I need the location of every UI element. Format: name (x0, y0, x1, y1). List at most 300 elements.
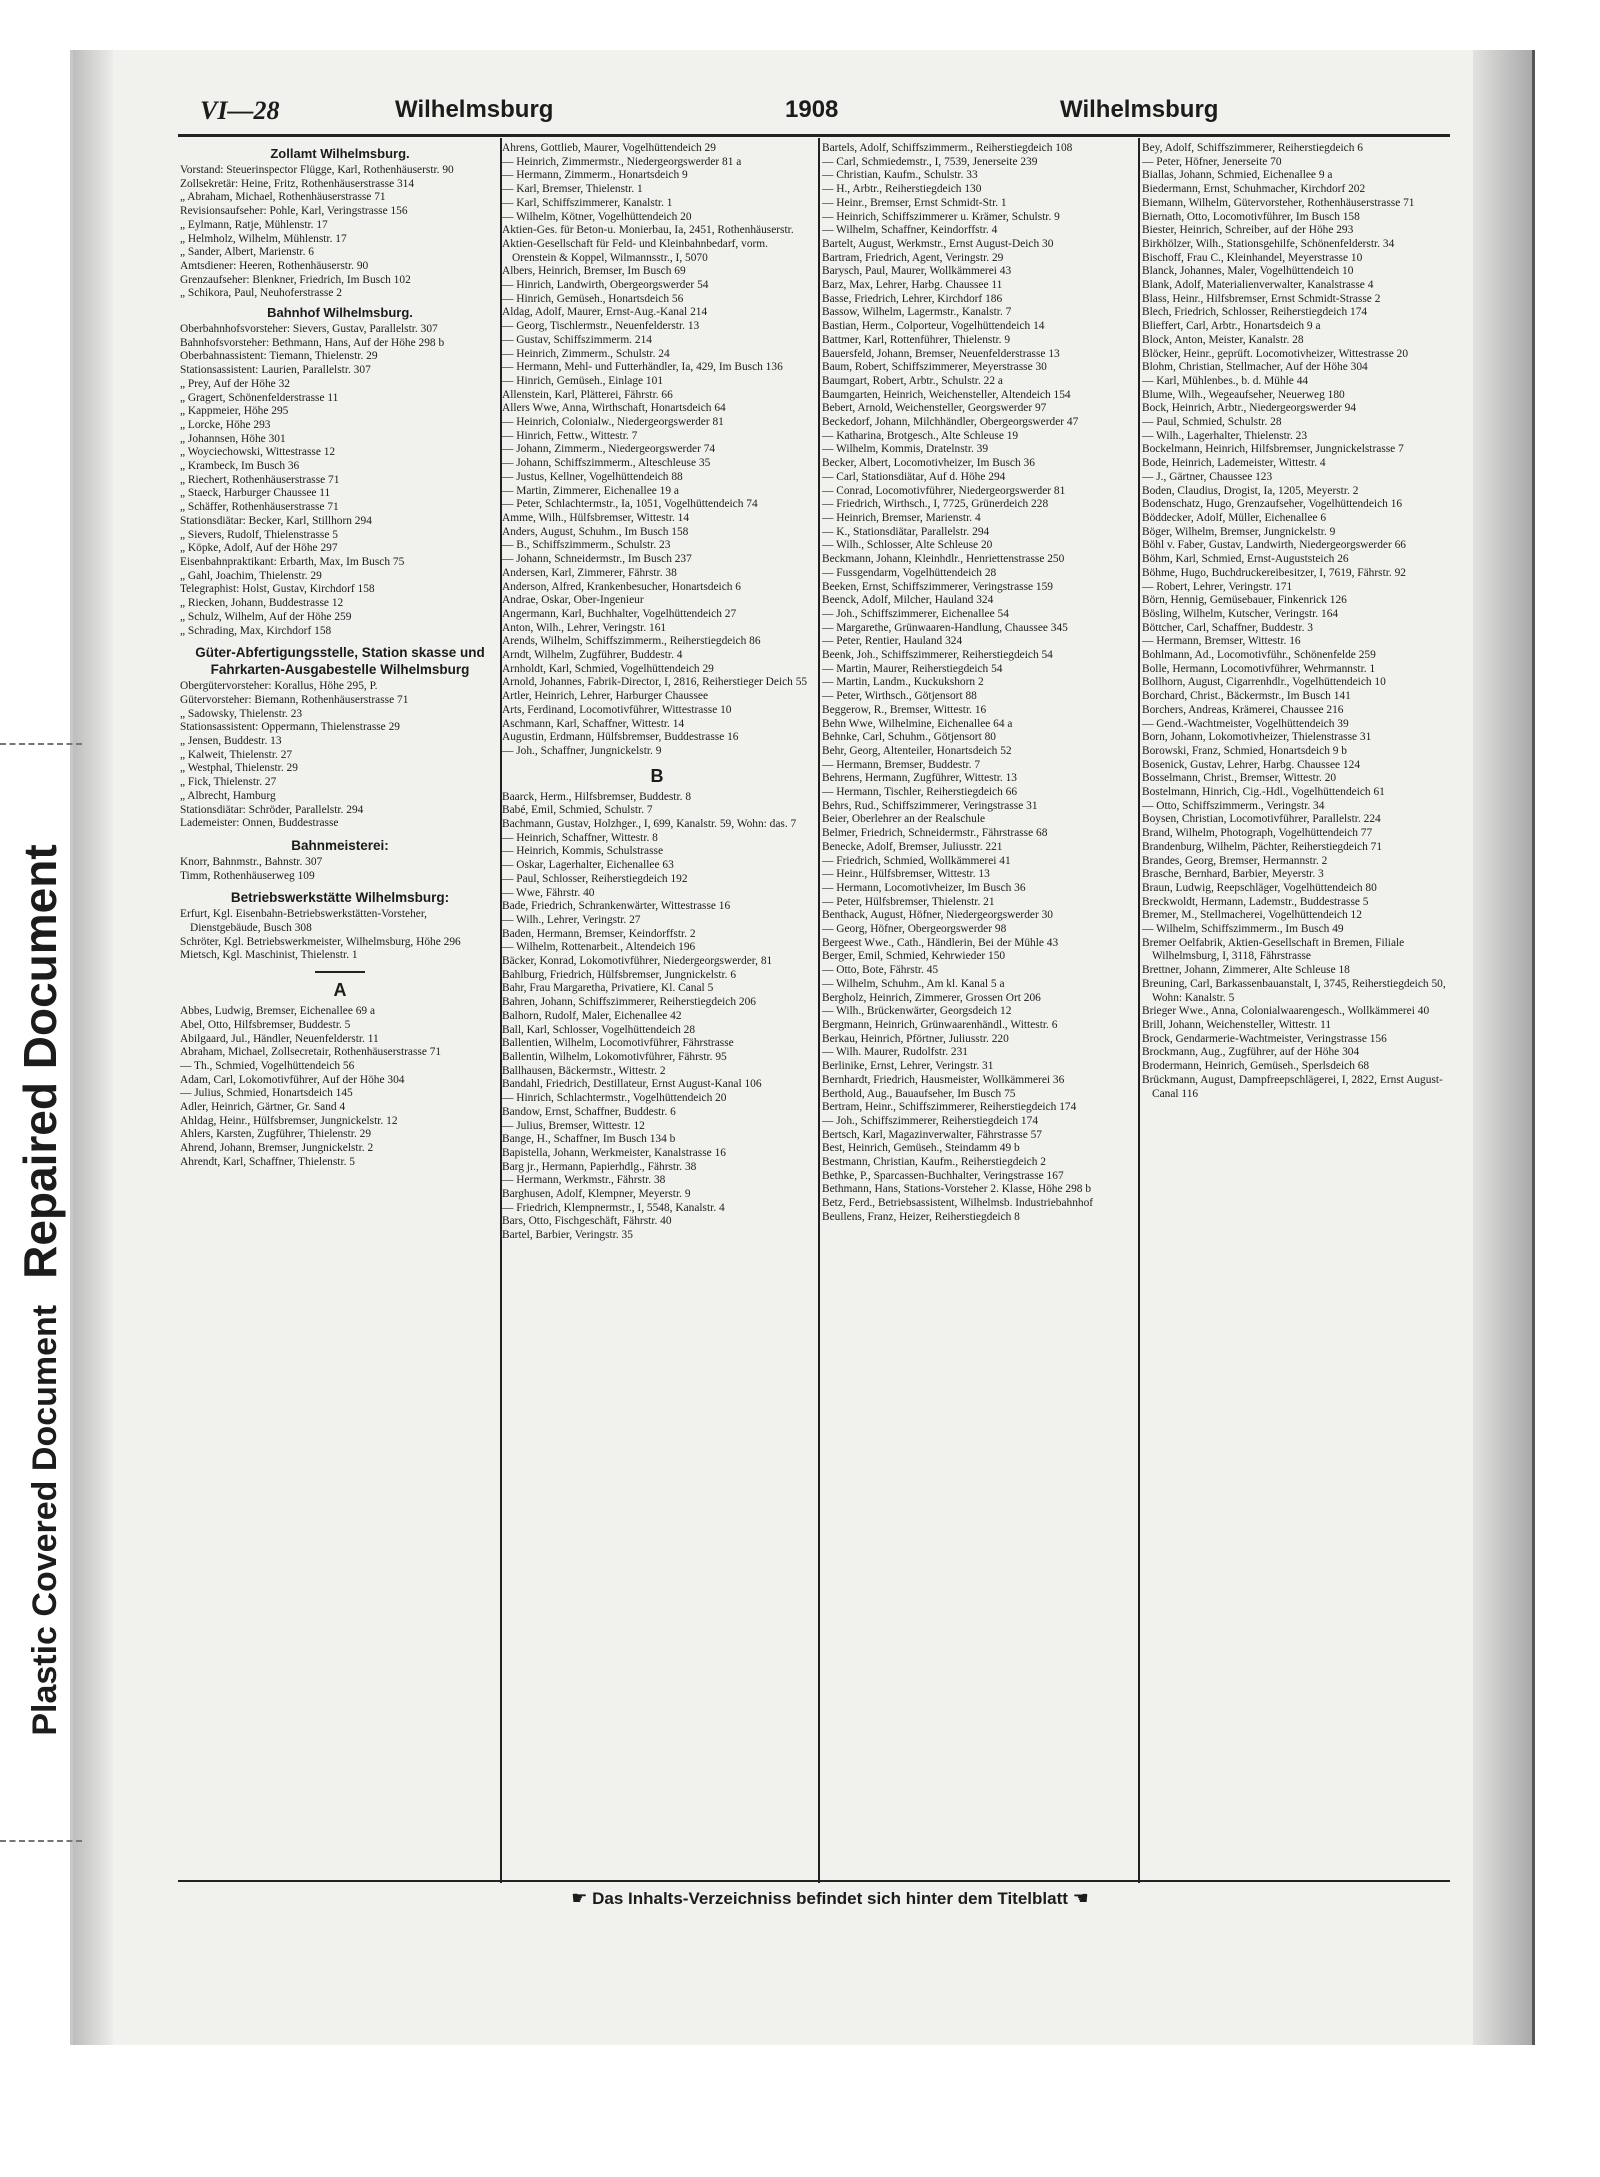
directory-entry: „ Staeck, Harburger Chaussee 11 (180, 487, 331, 500)
directory-entry: — Peter, Rentier, Hauland 324 (822, 635, 963, 648)
directory-entry: Ballentien, Wilhelm, Locomotivführer, Fährstrasse (502, 1037, 734, 1050)
directory-entry: — H., Arbtr., Reiherstiegdeich 130 (822, 183, 982, 196)
directory-entry: Blieffert, Carl, Arbtr., Honartsdeich 9 a (1142, 320, 1321, 333)
directory-entry: — Joh., Schaffner, Jungnickelstr. 9 (502, 744, 662, 757)
directory-entry: — Fussgendarm, Vogelhüttendeich 28 (822, 566, 997, 579)
pointing-hand-left-icon: ☚ (1072, 1888, 1089, 1908)
directory-entry: Brasche, Bernhard, Barbier, Meyerstr. 3 (1142, 868, 1324, 881)
directory-entry: Brandenburg, Wilhelm, Pächter, Reiherstiegdeich 71 (1142, 840, 1383, 853)
directory-entry: Böhl v. Faber, Gustav, Landwirth, Niedergeorgswerder 66 (1142, 539, 1406, 552)
directory-entry: „ Köpke, Adolf, Auf der Höhe 297 (180, 542, 338, 555)
directory-entry: — Christian, Kaufm., Schulstr. 33 (822, 169, 978, 182)
directory-entry: Baumgart, Robert, Arbtr., Schulstr. 22 a (822, 374, 1003, 387)
directory-entry: Biester, Heinrich, Schreiber, auf der Höhe 293 (1142, 224, 1354, 237)
directory-entry: Abraham, Michael, Zollsecretair, Rothenhäuserstrasse 71 (180, 1046, 442, 1059)
directory-entry: „ Woyciechowski, Wittestrasse 12 (180, 446, 336, 459)
directory-column-3 (822, 142, 1134, 1882)
directory-entry: Arndt, Wilhelm, Zugführer, Buddestr. 4 (502, 649, 683, 662)
directory-entry: Adam, Carl, Lokomotivführer, Auf der Höhe 304 (180, 1073, 405, 1086)
directory-entry: — Hermann, Mehl- und Futterhändler, Ia, 429, Im Busch 136 (502, 361, 783, 374)
directory-entry: — Th., Schmied, Vogelhüttendeich 56 (180, 1059, 355, 1072)
directory-entry: Erfurt, Kgl. Eisenbahn-Betriebswerkstätten-Vorsteher, Dienstgebäude, Busch 308 (180, 908, 428, 935)
directory-entry: Behrs, Rud., Schiffszimmerer, Veringstrasse 31 (822, 799, 1038, 812)
footer-text: Das Inhalts-Verzeichniss befindet sich hinter dem Titelblatt (592, 1889, 1068, 1908)
directory-entry: Obergütervorsteher: Korallus, Höhe 295, P. (180, 680, 378, 693)
directory-entry: Bade, Friedrich, Schrankenwärter, Wittestrasse 16 (502, 900, 731, 913)
directory-entry: Bethke, P., Sparcassen-Buchhalter, Veringstrasse 167 (822, 1169, 1064, 1182)
directory-entry: „ Abraham, Michael, Rothenhäuserstrasse 71 (180, 191, 386, 204)
directory-entry: — Hinrich, Gemüseh., Honartsdeich 56 (502, 292, 684, 305)
directory-entry: — Peter, Hülfsbremser, Thielenstr. 21 (822, 895, 995, 908)
directory-entry: Ahrend, Johann, Bremser, Jungnickelstr. 2 (180, 1142, 374, 1155)
directory-entry: Abel, Otto, Hilfsbremser, Buddestr. 5 (180, 1018, 351, 1031)
directory-entry: Schröter, Kgl. Betriebswerkmeister, Wilhelmsburg, Höhe 296 (180, 935, 461, 948)
directory-entry: Revisionsaufseher: Pohle, Karl, Veringstrasse 156 (180, 205, 408, 218)
directory-entry: Barghusen, Adolf, Klempner, Meyerstr. 9 (502, 1188, 691, 1201)
column-divider-3 (1138, 138, 1140, 1883)
directory-entry: Aschmann, Karl, Schaffner, Wittestr. 14 (502, 717, 685, 730)
directory-entry: — Wilhelm, Kötner, Vogelhüttendeich 20 (502, 210, 692, 223)
directory-entry: „ Eylmann, Ratje, Mühlenstr. 17 (180, 218, 328, 231)
directory-entry: Bosenick, Gustav, Lehrer, Harbg. Chaussee 124 (1142, 758, 1361, 771)
directory-entry: Böhme, Hugo, Buchdruckereibesitzer, I, 7619, Fährstr. 92 (1142, 566, 1407, 579)
directory-entry: Best, Heinrich, Gemüseh., Steindamm 49 b (822, 1142, 1020, 1155)
directory-entry: Anton, Wilh., Lehrer, Veringstr. 161 (502, 621, 667, 634)
directory-entry: Brock, Gendarmerie-Wachtmeister, Veringstrasse 156 (1142, 1032, 1387, 1045)
directory-entry: Blanck, Johannes, Maler, Vogelhüttendeich 10 (1142, 265, 1354, 278)
directory-entry: „ Albrecht, Hamburg (180, 789, 276, 802)
directory-entry: — Hermann, Zimmerm., Honartsdeich 9 (502, 169, 688, 182)
directory-entry: Bandahl, Friedrich, Destillateur, Ernst August-Kanal 106 (502, 1078, 762, 1091)
directory-entry: — Karl, Bremser, Thielenstr. 1 (502, 183, 643, 196)
directory-entry: — Wilh., Lehrer, Veringstr. 27 (502, 913, 641, 926)
directory-entry: Eisenbahnpraktikant: Erbarth, Max, Im Busch 75 (180, 555, 405, 568)
directory-entry: Bebert, Arnold, Weichensteller, Georgswerder 97 (822, 402, 1047, 415)
directory-entry: — Julius, Schmied, Honartsdeich 145 (180, 1087, 353, 1100)
directory-entry: Amme, Wilh., Hülfsbremser, Wittestr. 14 (502, 511, 690, 524)
directory-entry: Brill, Johann, Weichensteller, Wittestr. 11 (1142, 1019, 1332, 1031)
directory-entry: Ahrendt, Karl, Schaffner, Thielenstr. 5 (180, 1155, 355, 1168)
directory-entry: Blass, Heinr., Hilfsbremser, Ernst Schmidt-Strasse 2 (1142, 292, 1381, 305)
directory-entry: Aktien-Gesellschaft für Feld- und Kleinbahnbedarf, vorm. Orenstein & Koppel, Wilmannsstr., I, 5070 (502, 237, 769, 264)
directory-entry: „ Westphal, Thielenstr. 29 (180, 762, 298, 775)
directory-entry: Boysen, Christian, Locomotivführer, Parallelstr. 224 (1142, 813, 1381, 826)
directory-entry: Andrae, Oskar, Ober-Ingenieur (502, 594, 644, 607)
directory-entry: Angermann, Karl, Buchhalter, Vogelhüttendeich 27 (502, 607, 737, 620)
directory-entry: Brodermann, Heinrich, Gemüseh., Sperlsdeich 68 (1142, 1060, 1370, 1073)
directory-entry: — Hermann, Bremser, Wittestr. 16 (1142, 635, 1301, 648)
directory-entry: „ Gahl, Joachim, Thielenstr. 29 (180, 569, 322, 582)
directory-entry: Gütervorsteher: Biemann, Rothenhäuserstrasse 71 (180, 693, 409, 706)
directory-entry: Berkau, Heinrich, Pförtner, Juliusstr. 220 (822, 1032, 1009, 1045)
directory-entry: Bernhardt, Friedrich, Hausmeister, Wollkämmerei 36 (822, 1073, 1065, 1086)
directory-entry: Bremer, M., Stellmacherei, Vogelhüttendeich 12 (1142, 909, 1362, 922)
directory-entry: — Oskar, Lagerhalter, Eichenallee 63 (502, 859, 674, 872)
directory-entry: Babé, Emil, Schmied, Schulstr. 7 (502, 804, 653, 817)
page-shadow-right (1473, 50, 1533, 2045)
directory-entry: „ Kalweit, Thielenstr. 27 (180, 748, 293, 761)
directory-entry: — Wilh., Brückenwärter, Georgsdeich 12 (822, 1005, 1012, 1018)
directory-entry: — Otto, Bote, Fährstr. 45 (822, 964, 939, 977)
header-year: 1908 (785, 96, 839, 123)
directory-entry: Beenck, Adolf, Milcher, Hauland 324 (822, 594, 994, 607)
directory-entry: Beullens, Franz, Heizer, Reiherstiegdeich 8 (822, 1210, 1020, 1223)
directory-entry: Bartels, Adolf, Schiffszimmerm., Reiherstiegdeich 108 (822, 142, 1073, 154)
directory-entry: — Carl, Stationsdiätar, Auf d. Höhe 294 (822, 470, 1006, 483)
directory-entry: — Wilhelm, Schaffner, Keindorffstr. 4 (822, 224, 998, 237)
directory-entry: — Friedrich, Klempnermstr., I, 5548, Kanalstr. 4 (502, 1201, 725, 1214)
directory-entry: — Hermann, Locomotivheizer, Im Busch 36 (822, 881, 1026, 894)
plastic-covered-label: Plastic Covered Document (26, 1304, 64, 1736)
directory-entry: — Justus, Kellner, Vogelhüttendeich 88 (502, 470, 683, 483)
directory-entry: — Joh., Schiffszimmerer, Eichenallee 54 (822, 607, 1009, 620)
letter-heading: A (333, 980, 347, 1001)
directory-entry: — J., Gärtner, Chaussee 123 (1142, 470, 1273, 483)
directory-entry: Bösling, Wilhelm, Kutscher, Veringstr. 164 (1142, 607, 1339, 620)
directory-entry: Biernath, Otto, Locomotivführer, Im Busch 158 (1142, 210, 1360, 223)
cut-line-bottom (0, 1840, 82, 1842)
directory-entry: „ Sievers, Rudolf, Thielenstrasse 5 (180, 528, 338, 541)
directory-entry: Stationsdiätar: Schröder, Parallelstr. 294 (180, 803, 364, 816)
section-heading: Betriebswerkstätte Wilhelmsburg: (230, 890, 450, 906)
directory-entry: Bäcker, Konrad, Lokomotivführer, Niedergeorgswerder, 81 (502, 955, 773, 968)
directory-entry: Bahren, Johann, Schiffszimmerer, Reiherstiegdeich 206 (502, 996, 756, 1009)
directory-entry: — Peter, Höfner, Jenerseite 70 (1142, 155, 1282, 168)
directory-entry: — Karl, Schiffszimmerer, Kanalstr. 1 (502, 196, 673, 209)
directory-entry: — Heinr., Bremser, Ernst Schmidt-Str. 1 (822, 196, 1007, 209)
directory-entry: „ Schikora, Paul, Neuhoferstrasse 2 (180, 287, 342, 300)
directory-entry: Blöcker, Heinr., geprüft. Locomotivheizer, Wittestrasse 20 (1142, 347, 1409, 360)
directory-entry: — Paul, Schmied, Schulstr. 28 (1142, 416, 1282, 429)
page-number: VI—28 (200, 96, 280, 125)
directory-entry: — Wilhelm, Kommis, Dratelnstr. 39 (822, 443, 989, 456)
section-heading: Bahnmeisterei: (291, 837, 389, 853)
directory-entry: Bahr, Frau Margaretha, Privatiere, Kl. Canal 5 (502, 982, 714, 995)
directory-entry: — Johann, Zimmerm., Niedergeorgswerder 74 (502, 443, 716, 456)
directory-entry: Bohlmann, Ad., Locomotivführ., Schönenfelde 259 (1142, 649, 1376, 662)
directory-entry: — Georg, Tischlermstr., Neuenfelderstr. 13 (502, 320, 700, 333)
section-heading: Bahnhof Wilhelmsburg. (267, 305, 413, 321)
directory-entry: Blech, Friedrich, Schlosser, Reiherstiegdeich 174 (1142, 306, 1368, 319)
directory-entry: Beckedorf, Johann, Milchhändler, Obergeorgswerder 47 (822, 416, 1079, 429)
directory-entry: — Martin, Landm., Kuckukshorn 2 (822, 676, 984, 689)
directory-entry: Bertsch, Karl, Magazinverwalter, Fährstrasse 57 (822, 1128, 1043, 1141)
directory-entry: Mietsch, Kgl. Maschinist, Thielenstr. 1 (180, 949, 358, 962)
directory-entry: Behrens, Hermann, Zugführer, Wittestr. 13 (822, 772, 1017, 785)
directory-entry: Böddecker, Adolf, Müller, Eichenallee 6 (1142, 511, 1327, 524)
directory-entry: Bodenschatz, Hugo, Grenzaufseher, Vogelhüttendeich 16 (1142, 498, 1403, 511)
directory-entry: — Katharina, Brotgesch., Alte Schleuse 19 (822, 429, 1019, 442)
directory-entry: „ Jensen, Buddestr. 13 (180, 735, 282, 748)
directory-entry: Ball, Karl, Schlosser, Vogelhüttendeich 28 (502, 1023, 696, 1036)
directory-entry: Boden, Claudius, Drogist, Ia, 1205, Meyerstr. 2 (1142, 484, 1359, 497)
directory-entry: — Friedrich, Schmied, Wollkämmerei 41 (822, 854, 1011, 867)
directory-entry: Benthack, August, Höfner, Niedergeorgswerder 30 (822, 909, 1053, 922)
directory-entry: Albers, Heinrich, Bremser, Im Busch 69 (502, 265, 686, 278)
directory-entry: „ Fick, Thielenstr. 27 (180, 776, 277, 789)
directory-entry: Bey, Adolf, Schiffszimmerer, Reiherstiegdeich 6 (1142, 142, 1363, 154)
directory-entry: Bandow, Ernst, Schaffner, Buddestr. 6 (502, 1105, 676, 1118)
directory-entry: — Robert, Lehrer, Veringstr. 171 (1142, 580, 1293, 593)
directory-entry: Borchers, Andreas, Krämerei, Chaussee 216 (1142, 703, 1344, 716)
directory-entry: Borchard, Christ., Bäckermstr., Im Busch 141 (1142, 690, 1351, 703)
directory-entry: Andersen, Karl, Zimmerer, Fährstr. 38 (502, 566, 677, 579)
directory-entry: „ Kappmeier, Höhe 295 (180, 405, 289, 418)
directory-entry: Birkhölzer, Wilh., Stationsgehilfe, Schönenfelderstr. 34 (1142, 237, 1395, 250)
directory-entry: Borowski, Franz, Schmied, Honartsdeich 9 b (1142, 744, 1347, 757)
directory-entry: — Heinrich, Zimmermstr., Niedergeorgswerder 81 a (502, 155, 742, 168)
directory-entry: „ Riechert, Rothenhäuserstrasse 71 (180, 473, 340, 486)
directory-entry: Bosselmann, Christ., Bremser, Wittestr. 20 (1142, 772, 1337, 785)
directory-entry: Blume, Wilh., Wegeaufseher, Neuerweg 180 (1142, 388, 1345, 401)
directory-entry: Battmer, Karl, Rottenführer, Thielenstr. 9 (822, 333, 1011, 346)
directory-entry: Bassow, Wilhelm, Lagermstr., Kanalstr. 7 (822, 306, 1012, 319)
directory-entry: — Hermann, Bremser, Buddestr. 7 (822, 758, 981, 771)
directory-entry: — Joh., Schiffszimmerer, Reiherstiegdeich 174 (822, 1114, 1039, 1127)
directory-column-1 (180, 142, 500, 1882)
directory-entry: Baumgarten, Heinrich, Weichensteller, Altendeich 154 (822, 388, 1071, 401)
directory-entry: — Peter, Wirthsch., Götjensort 88 (822, 690, 977, 703)
directory-entry: „ Sadowsky, Thielenstr. 23 (180, 707, 303, 720)
directory-entry: Biallas, Johann, Schmied, Eichenallee 9 a (1142, 169, 1333, 182)
directory-entry: Bertram, Heinr., Schiffszimmerer, Reiherstiegdeich 174 (822, 1101, 1077, 1114)
directory-entry: Basse, Friedrich, Lehrer, Kirchdorf 186 (822, 292, 1003, 305)
directory-entry: Bode, Heinrich, Lademeister, Wittestr. 4 (1142, 457, 1326, 470)
directory-entry: Oberbahnhofsvorsteher: Sievers, Gustav, Parallelstr. 307 (180, 323, 438, 336)
directory-entry: — Karl, Mühlenbes., b. d. Mühle 44 (1142, 374, 1309, 387)
directory-entry: „ Riecken, Johann, Buddestrasse 12 (180, 597, 344, 610)
directory-entry: „ Schulz, Wilhelm, Auf der Höhe 259 (180, 610, 352, 623)
directory-entry: — Gustav, Schiffszimmerm. 214 (502, 333, 652, 346)
directory-entry: Ahrens, Gottlieb, Maurer, Vogelhüttendeich 29 (502, 142, 716, 154)
directory-entry: Brockmann, Aug., Zugführer, auf der Höhe 304 (1142, 1046, 1360, 1059)
directory-entry: Baarck, Herm., Hilfsbremser, Buddestr. 8 (502, 790, 692, 803)
directory-entry: — Martin, Zimmerer, Eichenallee 19 a (502, 484, 679, 497)
directory-entry: — Heinrich, Zimmerm., Schulstr. 24 (502, 347, 670, 360)
directory-entry: Belmer, Friedrich, Schneidermstr., Fährstrasse 68 (822, 827, 1048, 840)
directory-entry: — Wilhelm, Schiffszimmerm., Im Busch 49 (1142, 923, 1344, 936)
directory-entry: „ Prey, Auf der Höhe 32 (180, 377, 290, 390)
directory-entry: Born, Johann, Lokomotivheizer, Thielenstrasse 31 (1142, 731, 1372, 744)
directory-entry: Bolle, Hermann, Locomotivführer, Wehrmannstr. 1 (1142, 662, 1376, 675)
directory-entry: „ Krambeck, Im Busch 36 (180, 460, 300, 473)
directory-entry: Block, Anton, Meister, Kanalstr. 28 (1142, 333, 1304, 346)
directory-entry: Vorstand: Steuerinspector Flügge, Karl, Rothenhäuserstr. 90 (180, 164, 454, 176)
directory-entry: — Hinrich, Fettw., Wittestr. 7 (502, 429, 638, 442)
directory-entry: Bockelmann, Heinrich, Hilfsbremser, Jungnickelstrasse 7 (1142, 443, 1404, 456)
directory-entry: — Hermann, Werkmstr., Fährstr. 38 (502, 1174, 666, 1187)
directory-entry: Bestmann, Christian, Kaufm., Reiherstiegdeich 2 (822, 1156, 1046, 1169)
directory-entry: Bergholz, Heinrich, Zimmerer, Grossen Ort 206 (822, 991, 1041, 1004)
directory-entry: — Wilhelm, Schuhm., Am kl. Kanal 5 a (822, 977, 1005, 990)
directory-entry: Brückmann, August, Dampfreepschlägerei, I, 2822, Ernst August-Canal 116 (1142, 1073, 1443, 1100)
directory-entry: Timm, Rothenhäuserweg 109 (180, 869, 315, 882)
directory-entry: Betz, Ferd., Betriebsassistent, Wilhelmsb. Industriebahnhof (822, 1197, 1094, 1210)
directory-entry: — Heinrich, Colonialw., Niedergeorgswerder 81 (502, 416, 724, 429)
directory-entry: Anderson, Alfred, Krankenbesucher, Honartsdeich 6 (502, 580, 741, 593)
directory-entry: Böttcher, Carl, Schaffner, Buddestr. 3 (1142, 621, 1313, 634)
directory-entry: „ Helmholz, Wilhelm, Mühlenstr. 17 (180, 232, 347, 245)
directory-entry: — Hinrich, Landwirth, Obergeorgswerder 54 (502, 279, 709, 292)
directory-entry: Berlinike, Ernst, Lehrer, Veringstr. 31 (822, 1060, 994, 1073)
directory-entry: Amtsdiener: Heeren, Rothenhäuserstr. 90 (180, 259, 369, 272)
header-rule (178, 134, 1450, 137)
directory-entry: Börn, Hennig, Gemüsebauer, Finkenrick 126 (1142, 594, 1347, 607)
directory-entry: Abilgaard, Jul., Händler, Neuenfelderstr. 11 (180, 1032, 379, 1045)
directory-entry: Biedermann, Ernst, Schuhmacher, Kirchdorf 202 (1142, 183, 1366, 196)
directory-entry: Arends, Wilhelm, Schiffszimmerm., Reiherstiegdeich 86 (502, 635, 761, 648)
short-divider (315, 971, 365, 973)
directory-entry: Bahlburg, Friedrich, Hülfsbremser, Jungnickelstr. 6 (502, 968, 737, 981)
directory-entry: Braun, Ludwig, Reepschläger, Vogelhüttendeich 80 (1142, 881, 1377, 894)
directory-entry: Barz, Max, Lehrer, Harbg. Chaussee 11 (822, 279, 1003, 292)
directory-entry: Lademeister: Onnen, Buddestrasse (180, 817, 339, 830)
directory-entry: „ Schäffer, Rothenhäuserstrasse 71 (180, 501, 339, 514)
directory-entry: „ Sander, Albert, Marienstr. 6 (180, 246, 314, 259)
directory-entry: Bapistella, Johann, Werkmeister, Kanalstrasse 16 (502, 1146, 726, 1159)
directory-entry: Beggerow, R., Bremser, Wittestr. 16 (822, 703, 987, 716)
directory-entry: Biemann, Wilhelm, Gütervorsteher, Rothenhäuserstrasse 71 (1142, 196, 1415, 209)
directory-entry: — Heinr., Hülfsbremser, Wittestr. 13 (822, 868, 990, 881)
directory-entry: Böhm, Karl, Schmied, Ernst-Auguststeich 26 (1142, 553, 1349, 566)
directory-column-2 (502, 142, 812, 1882)
directory-entry: „ Schrading, Max, Kirchdorf 158 (180, 624, 332, 637)
page-edge (1532, 50, 1535, 2045)
side-label-text (13, 844, 67, 1735)
directory-entry: Stationsassistent: Oppermann, Thielenstrasse 29 (180, 721, 400, 734)
directory-entry: Brand, Wilhelm, Photograph, Vogelhüttendeich 77 (1142, 827, 1373, 840)
directory-entry: Adler, Heinrich, Gärtner, Gr. Sand 4 (180, 1101, 346, 1114)
directory-entry: Brieger Wwe., Anna, Colonialwaarengesch., Wollkämmerei 40 (1142, 1005, 1430, 1018)
directory-entry: — Gend.-Wachtmeister, Vogelhüttendeich 39 (1142, 717, 1349, 730)
directory-entry: Zollsekretär: Heine, Fritz, Rothenhäuserstrasse 314 (180, 177, 415, 190)
directory-entry: — Heinrich, Schiffszimmerer u. Krämer, Schulstr. 9 (822, 210, 1060, 223)
directory-entry: Bastian, Herm., Colporteur, Vogelhüttendeich 14 (822, 320, 1045, 333)
directory-entry: Arts, Ferdinand, Locomotivführer, Wittestrasse 10 (502, 703, 732, 716)
directory-entry: — Wilh., Lagerhalter, Thielenstr. 23 (1142, 429, 1308, 442)
directory-entry: Barysch, Paul, Maurer, Wollkämmerei 43 (822, 265, 1012, 278)
directory-entry: Arnholdt, Karl, Schmied, Vogelhüttendeich 29 (502, 662, 714, 675)
directory-entry: Berger, Emil, Schmied, Kehrwieder 150 (822, 950, 1006, 963)
directory-entry: Bostelmann, Hinrich, Cig.-Hdl., Vogelhüttendeich 61 (1142, 786, 1385, 799)
directory-entry: Beeken, Ernst, Schiffszimmerer, Veringstrasse 159 (822, 580, 1053, 593)
directory-entry: Bollhorn, August, Cigarrenhdlr., Vogelhüttendeich 10 (1142, 676, 1386, 689)
side-label (0, 740, 80, 1840)
directory-entry: — Otto, Schiffszimmerm., Veringstr. 34 (1142, 799, 1325, 812)
directory-entry: — Friedrich, Wirthsch., I, 7725, Grünerdeich 228 (822, 498, 1049, 511)
directory-entry: Augustin, Erdmann, Hülfsbremser, Buddestrasse 16 (502, 731, 739, 744)
directory-entry: Grenzaufseher: Blenkner, Friedrich, Im Busch 102 (180, 273, 411, 286)
directory-entry: Ahldag, Heinr., Hülfsbremser, Jungnickelstr. 12 (180, 1114, 398, 1127)
directory-entry: Abbes, Ludwig, Bremser, Eichenallee 69 a (180, 1005, 376, 1018)
directory-entry: — Wwe, Fährstr. 40 (502, 886, 595, 899)
directory-entry: Aldag, Adolf, Maurer, Ernst-Aug.-Kanal 214 (502, 306, 708, 319)
directory-entry: Bergeest Wwe., Cath., Händlerin, Bei der Mühle 43 (822, 936, 1059, 949)
directory-entry: Anders, August, Schuhm., Im Busch 158 (502, 525, 689, 538)
pointing-hand-right-icon: ☛ (571, 1888, 588, 1908)
directory-entry: — Hinrich, Gemüseh., Einlage 101 (502, 374, 664, 387)
directory-entry: — Julius, Bremser, Wittestr. 12 (502, 1119, 645, 1132)
directory-entry: — K., Stationsdiätar, Parallelstr. 294 (822, 525, 990, 538)
directory-entry: — Georg, Höfner, Obergeorgswerder 98 (822, 923, 1007, 936)
directory-entry: Bergmann, Heinrich, Grünwaarenhändl., Wittestr. 6 (822, 1019, 1058, 1031)
directory-entry: Bange, H., Schaffner, Im Busch 134 b (502, 1133, 676, 1146)
directory-entry: Bock, Heinrich, Arbtr., Niedergeorgswerder 94 (1142, 402, 1357, 415)
page-header (200, 96, 1219, 130)
directory-entry: „ Johannsen, Höhe 301 (180, 432, 286, 445)
directory-entry: Blohm, Christian, Stellmacher, Auf der Höhe 304 (1142, 361, 1368, 374)
directory-entry: Knorr, Bahnmstr., Bahnstr. 307 (180, 855, 323, 868)
directory-entry: — Hermann, Tischler, Reiherstiegdeich 66 (822, 786, 1018, 799)
header-place-left: Wilhelmsburg (395, 96, 554, 123)
directory-entry: Benecke, Adolf, Bremser, Juliusstr. 221 (822, 840, 1003, 853)
section-heading: Güter-Abfertigungsstelle, Station skasse und Fahrkarten-Ausgabestelle Wilhelmsburg (195, 645, 485, 678)
directory-entry: „ Gragert, Schönenfelderstrasse 11 (180, 391, 339, 404)
directory-entry: Bahnhofsvorsteher: Bethmann, Hans, Auf der Höhe 298 b (180, 336, 445, 349)
directory-entry: — Paul, Schlosser, Reiherstiegdeich 192 (502, 872, 688, 885)
directory-entry: Brettner, Johann, Zimmerer, Alte Schleuse 18 (1142, 964, 1350, 977)
directory-entry: Baum, Robert, Schiffszimmerer, Meyerstrasse 30 (822, 361, 1047, 374)
directory-entry: Behr, Georg, Altenteiler, Honartsdeich 52 (822, 744, 1012, 757)
directory-entry: Baden, Hermann, Bremser, Keindorffstr. 2 (502, 927, 696, 940)
directory-entry: Stationsassistent: Laurien, Parallelstr. 307 (180, 364, 371, 377)
directory-entry: Allers Wwe, Anna, Wirthschaft, Honartsdeich 64 (502, 402, 726, 415)
header-place-right: Wilhelmsburg (1060, 96, 1219, 123)
directory-entry: — Wilh. Maurer, Rudolfstr. 231 (822, 1046, 968, 1059)
directory-entry: Allenstein, Karl, Plätterei, Fährstr. 66 (502, 388, 673, 401)
section-heading: Zollamt Wilhelmsburg. (270, 146, 410, 161)
directory-entry: — Hinrich, Schlachtermstr., Vogelhüttendeich 20 (502, 1092, 727, 1105)
directory-entry: Ballhausen, Bäckermstr., Wittestr. 2 (502, 1064, 666, 1077)
directory-entry: Bethmann, Hans, Stations-Vorsteher 2. Klasse, Höhe 298 b (822, 1183, 1092, 1196)
directory-entry: Bremer Oelfabrik, Aktien-Gesellschaft in Bremen, Filiale Wilhelmsburg, I, 3118, Fährstrasse (1142, 936, 1405, 963)
directory-entry: Bars, Otto, Fischgeschäft, Fährstr. 40 (502, 1215, 672, 1228)
directory-entry: Bartelt, August, Werkmstr., Ernst August-Deich 30 (822, 237, 1054, 250)
directory-entry: — Heinrich, Bremser, Marienstr. 4 (822, 511, 981, 524)
directory-entry: Arnold, Johannes, Fabrik-Director, I, 2816, Reiherstieger Deich 55 (502, 676, 808, 689)
repaired-label: Repaired Document (14, 844, 66, 1279)
directory-entry: Breuning, Carl, Barkassenbauanstalt, I, 3745, Reiherstiegdeich 50, Wohn: Kanalstr. 5 (1142, 977, 1446, 1004)
directory-entry: Bartel, Barbier, Veringstr. 35 (502, 1229, 633, 1242)
directory-entry: Bachmann, Gustav, Holzhger., I, 699, Kanalstr. 59, Wohn: das. 7 (502, 818, 797, 831)
directory-entry: Aktien-Ges. für Beton-u. Monierbau, Ia, 2451, Rothenhäuserstr. (502, 224, 794, 237)
directory-entry: Berthold, Aug., Bauaufseher, Im Busch 75 (822, 1087, 1016, 1100)
directory-entry: — Johann, Schneidermstr., Im Busch 237 (502, 553, 692, 566)
directory-entry: Böger, Wilhelm, Bremser, Jungnickelstr. 9 (1142, 525, 1336, 538)
directory-entry: — Wilh., Schlosser, Alte Schleuse 20 (822, 539, 993, 552)
directory-entry: — Heinrich, Schaffner, Wittestr. 8 (502, 831, 658, 844)
directory-entry: Becker, Albert, Locomotivheizer, Im Busch 36 (822, 457, 1035, 470)
directory-entry: Bauersfeld, Johann, Bremser, Neuenfelderstrasse 13 (822, 347, 1060, 360)
directory-entry: — B., Schiffszimmerm., Schulstr. 23 (502, 539, 671, 552)
directory-entry: Beenk, Joh., Schiffszimmerer, Reiherstiegdeich 54 (822, 649, 1053, 662)
directory-column-4 (1142, 142, 1450, 1882)
directory-entry: Bartram, Friedrich, Agent, Veringstr. 29 (822, 251, 1004, 264)
directory-entry: Oberbahnassistent: Tiemann, Thielenstr. 29 (180, 350, 378, 363)
directory-entry: — Carl, Schmiedemstr., I, 7539, Jenerseite 239 (822, 155, 1038, 168)
letter-heading: B (650, 765, 664, 786)
directory-entry: Barg jr., Hermann, Papierhdlg., Fährstr. 38 (502, 1160, 697, 1173)
directory-entry: Artler, Heinrich, Lehrer, Harburger Chaussee (502, 690, 709, 703)
directory-entry: „ Lorcke, Höhe 293 (180, 418, 271, 431)
footer-note (420, 1888, 1240, 1909)
directory-entry: — Margarethe, Grünwaaren-Handlung, Chaussee 345 (822, 621, 1068, 634)
directory-entry: Ballentin, Wilhelm, Lokomotivführer, Fährstr. 95 (502, 1051, 727, 1063)
directory-entry: Balhorn, Rudolf, Maler, Eichenallee 42 (502, 1009, 682, 1022)
directory-entry: Beckmann, Johann, Kleinhdlr., Henriettenstrasse 250 (822, 553, 1065, 566)
directory-entry: Beier, Oberlehrer an der Realschule (822, 813, 986, 826)
directory-entry: Stationsdiätar: Becker, Karl, Stillhorn 294 (180, 514, 372, 527)
